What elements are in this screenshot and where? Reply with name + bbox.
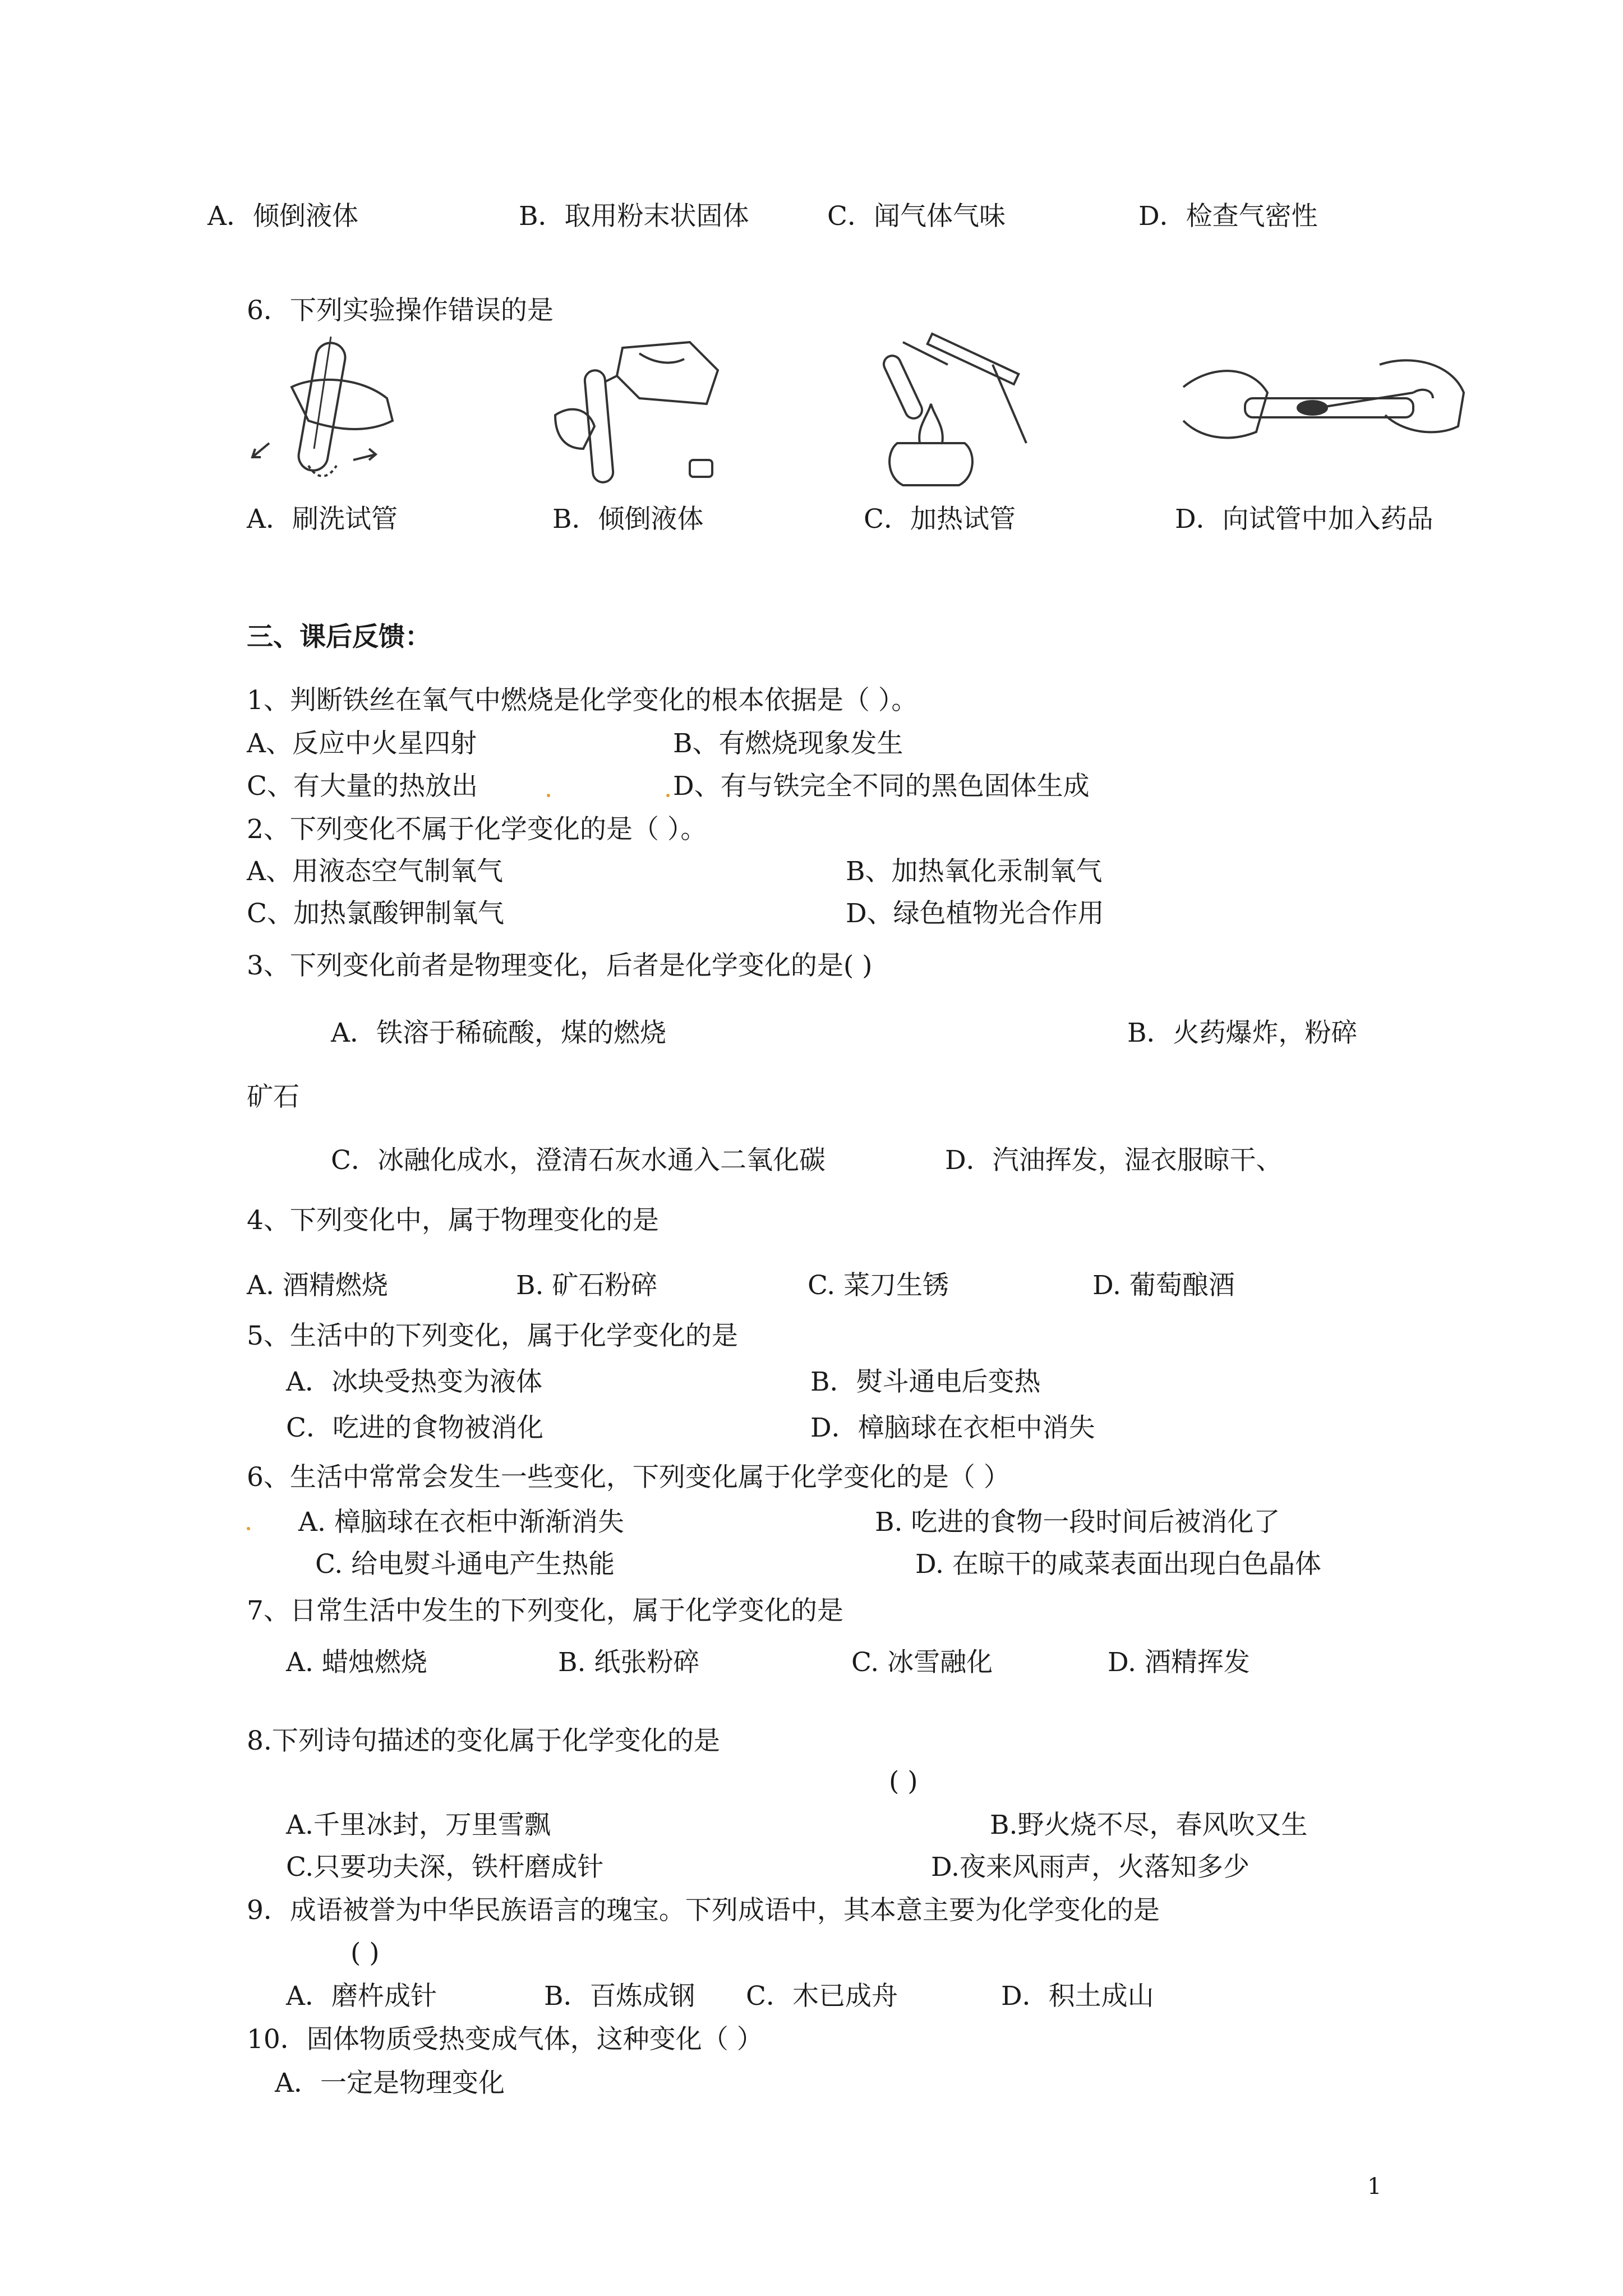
q6-option-a: A．刷洗试管 (247, 504, 398, 535)
q3-option-a: A．铁溶于稀硫酸，煤的燃烧 (331, 1018, 666, 1048)
q5-option-a: A．冰块受热变为液体 (286, 1366, 542, 1397)
q5-option-d: D．樟脑球在衣柜中消失 (810, 1412, 1095, 1443)
q5-option-b: B．取用粉末状固体 (519, 201, 749, 232)
section-title: 三、课后反馈： (247, 622, 431, 652)
q9-option-d: D．积土成山 (1001, 1981, 1154, 2012)
q3-option-d: D．汽油挥发，湿衣服晾干、 (945, 1145, 1283, 1176)
q6b-option-c: C. 给电熨斗通电产生热能 (315, 1549, 615, 1580)
q6-option-c: C．加热试管 (864, 504, 1016, 535)
q10-stem: 10．固体物质受热变成气体，这种变化（ ） (247, 2024, 763, 2055)
stray-dot (547, 794, 550, 797)
q6b-option-b: B. 吃进的食物一段时间后被消化了 (875, 1507, 1280, 1538)
q5-option-c: C．吃进的食物被消化 (286, 1412, 543, 1443)
test-tube-brush-icon (241, 337, 421, 488)
q6b-stem: 6、生活中常常会发生一些变化，下列变化属于化学变化的是（ ） (247, 1462, 1010, 1493)
q9-option-b: B．百炼成钢 (544, 1981, 695, 2012)
q4-stem: 4、下列变化中，属于物理变化的是 (247, 1205, 659, 1236)
q8-option-d: D.夜来风雨声，火落知多少 (931, 1852, 1249, 1883)
q6-option-b: B．倾倒液体 (552, 504, 704, 535)
q7-option-b: B. 纸张粉碎 (558, 1647, 700, 1678)
q7-option-d: D. 酒精挥发 (1108, 1647, 1250, 1678)
q2-option-d: D、绿色植物光合作用 (846, 898, 1104, 929)
q1-option-d: D、有与铁完全不同的黑色固体生成 (673, 771, 1090, 802)
q6b-option-d: D. 在晾干的咸菜表面出现白色晶体 (915, 1549, 1321, 1580)
q2-stem: 2、下列变化不属于化学变化的是（ ）。 (247, 814, 707, 845)
q1-stem: 1、判断铁丝在氧气中燃烧是化学变化的根本依据是（ ）。 (247, 685, 918, 716)
q5-option-c: C．闻气体气味 (827, 201, 1006, 232)
q7-option-c: C. 冰雪融化 (851, 1647, 993, 1678)
q1-option-c: C、有大量的热放出 (247, 771, 478, 802)
stray-dot (666, 794, 670, 797)
q6-option-d: D．向试管中加入药品 (1175, 504, 1433, 535)
q9-option-c: C．木已成舟 (746, 1981, 898, 2012)
q4-option-a: A. 酒精燃烧 (247, 1270, 388, 1301)
heating-test-tube-icon (864, 331, 1032, 494)
q2-option-c: C、加热氯酸钾制氧气 (247, 898, 504, 929)
q6-stem: 6．下列实验操作错误的是 (247, 295, 554, 326)
q1-option-a: A、反应中火星四射 (247, 728, 477, 759)
q5-option-d: D．检查气密性 (1138, 201, 1318, 232)
q6b-option-a: A. 樟脑球在衣柜中渐渐消失 (298, 1507, 624, 1538)
q9-option-a: A．磨杵成针 (286, 1981, 437, 2012)
q4-option-c: C. 菜刀生锈 (808, 1270, 949, 1301)
q9-stem: 9．成语被誉为中华民族语言的瑰宝。下列成语中，其本意主要为化学变化的是 (247, 1895, 1160, 1926)
q3-option-b-continued: 矿石 (247, 1082, 299, 1112)
q5-option-b: B．熨斗通电后变热 (810, 1366, 1041, 1397)
q10-option-a: A．一定是物理变化 (275, 2068, 505, 2099)
q1-option-b: B、有燃烧现象发生 (673, 728, 903, 759)
q4-option-b: B. 矿石粉碎 (516, 1270, 658, 1301)
pouring-liquid-icon (550, 337, 735, 488)
figure-heating-test-tube (864, 331, 1032, 494)
figure-brushing-test-tube (241, 337, 421, 488)
adding-reagent-icon (1178, 342, 1469, 477)
q9-answer-blank: ( ) (351, 1938, 380, 1968)
q3-option-c: C．冰融化成水，澄清石灰水通入二氧化碳 (331, 1145, 826, 1176)
q7-stem: 7、日常生活中发生的下列变化，属于化学变化的是 (247, 1595, 843, 1626)
q5-stem: 5、生活中的下列变化，属于化学变化的是 (247, 1320, 738, 1351)
page-number: 1 (1367, 2174, 1382, 2200)
q8-option-b: B.野火烧不尽，春风吹又生 (990, 1810, 1308, 1841)
q2-option-a: A、用液态空气制氧气 (247, 856, 503, 887)
figure-pouring-liquid (550, 337, 735, 488)
q8-option-a: A.千里冰封，万里雪飘 (286, 1810, 551, 1841)
q8-option-c: C.只要功夫深，铁杆磨成针 (286, 1852, 604, 1883)
q8-answer-blank: ( ) (889, 1766, 918, 1797)
q4-option-d: D. 葡萄酿酒 (1092, 1270, 1235, 1301)
stray-dot (247, 1527, 250, 1530)
q7-option-a: A. 蜡烛燃烧 (286, 1647, 427, 1678)
q5-option-a: A．倾倒液体 (208, 201, 358, 232)
q3-stem: 3、下列变化前者是物理变化，后者是化学变化的是( ) (247, 950, 873, 981)
q2-option-b: B、加热氧化汞制氧气 (846, 856, 1103, 887)
figure-adding-reagent (1178, 342, 1469, 477)
q3-option-b: B．火药爆炸，粉碎 (1127, 1018, 1358, 1048)
q8-stem: 8.下列诗句描述的变化属于化学变化的是 (247, 1726, 720, 1756)
